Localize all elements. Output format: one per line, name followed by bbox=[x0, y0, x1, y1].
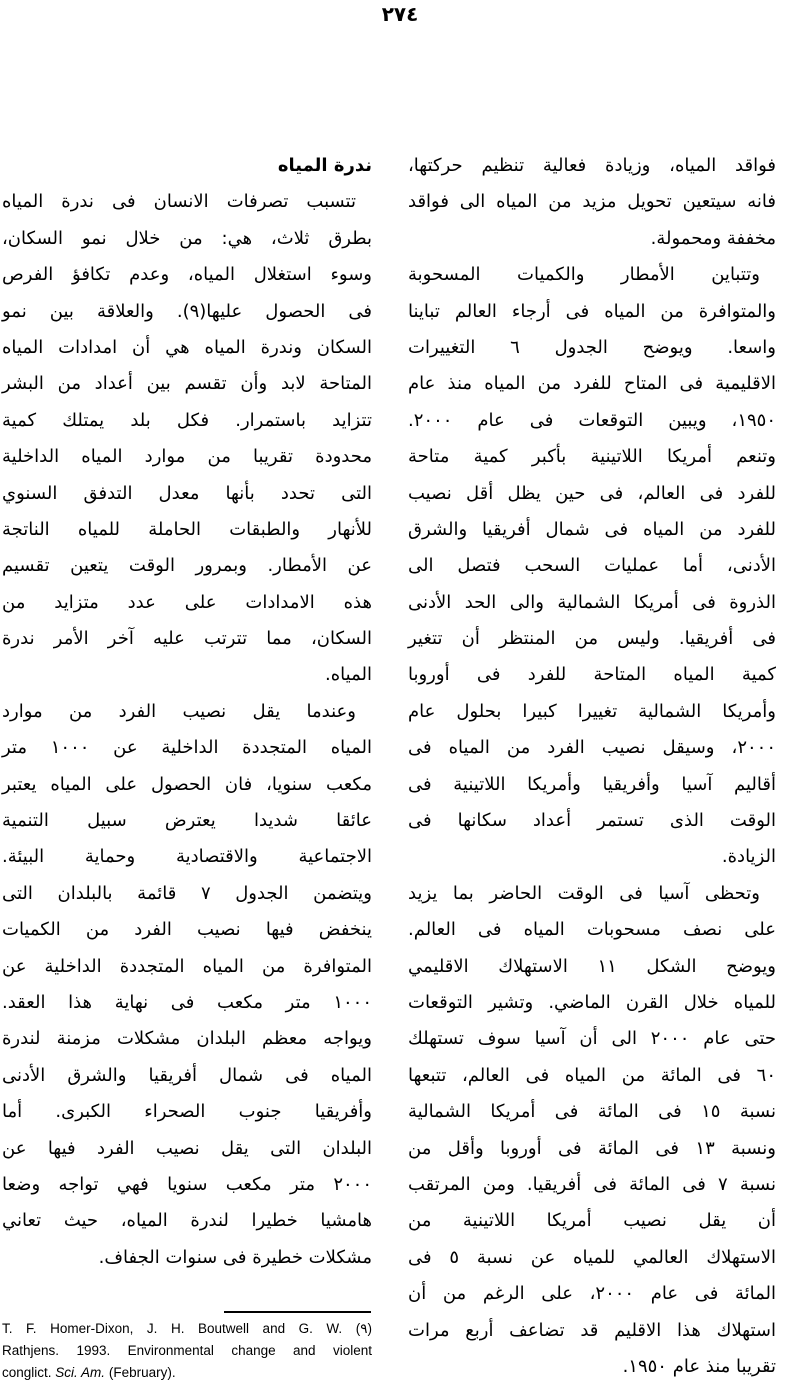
text-line: على نصف مسحوبات المياه فى العالم. bbox=[408, 919, 776, 941]
text-line: الاقليمية فى المتاح للفرد من المياه منذ عام bbox=[408, 373, 776, 395]
text-line: السكان، مما تترتب عليه آخر الأمر ندرة bbox=[2, 628, 372, 650]
text-line: فى الحصول عليها(٩). والعلاقة بين نمو bbox=[2, 300, 373, 322]
text-line: وأمريكا الشمالية تغييرا كبيرا بحلول عام bbox=[408, 700, 776, 722]
text-line: نسبة ١٥ فى المائة فى أمريكا الشمالية bbox=[408, 1101, 776, 1123]
text-line: للفرد من المياه فى شمال أفريقيا والشرق bbox=[408, 518, 776, 540]
left-column bbox=[2, 148, 372, 1276]
text-line: وتنعم أمريكا اللاتينية بأكبر كمية متاحة bbox=[408, 446, 776, 468]
text-line: للمياه خلال القرن الماضي. وتشير التوقعات bbox=[408, 991, 776, 1013]
right-column bbox=[408, 148, 776, 1385]
text-line: تتسبب تصرفات الانسان فى ندرة المياه bbox=[2, 191, 356, 213]
text-line: استهلاك هذا الاقليم قد تضاعف أربع مرات bbox=[408, 1319, 776, 1341]
footnote-line bbox=[2, 1318, 372, 1340]
text-line: ٢٠٠٠، وسيقل نصيب الفرد من المياه فى bbox=[408, 737, 776, 759]
text-line: الذروة فى أمريكا الشمالية والى الحد الأدنى bbox=[408, 591, 776, 613]
text-line: المائة فى عام ٢٠٠٠، على الرغم من أن bbox=[408, 1283, 776, 1305]
text-line: كمية المياه المتاحة للفرد فى أوروبا bbox=[408, 664, 776, 686]
text-line: تقريبا منذ عام ١٩٥٠. bbox=[622, 1355, 776, 1377]
text-line: المياه المتجددة الداخلية عن ١٠٠٠ متر bbox=[2, 737, 372, 759]
text-line: الزيادة. bbox=[721, 846, 776, 868]
text-line: مشكلات خطيرة فى سنوات الجفاف. bbox=[98, 1246, 372, 1268]
page-number: ٢٧٤ bbox=[381, 2, 419, 26]
footnote-rule bbox=[224, 1311, 371, 1313]
text-line: هذه الامدادات على عدد متزايد من bbox=[2, 591, 372, 613]
text-line: وسوء استغلال المياه، وعدم تكافؤ الفرص bbox=[2, 264, 372, 286]
text-line: وأفريقيا جنوب الصحراء الكبرى. أما bbox=[2, 1101, 372, 1123]
text-line: هامشيا خطيرا لندرة المياه، حيث تعاني bbox=[2, 1210, 372, 1232]
text-line: التى تحدد بأنها معدل التدفق السنوي bbox=[2, 482, 372, 504]
footnote-text: (February). bbox=[108, 1365, 176, 1380]
text-line: المياه فى شمال أفريقيا والشرق الأدنى bbox=[2, 1064, 372, 1086]
text-line: مخففة ومحمولة. bbox=[650, 227, 776, 249]
text-line: الاستهلاك العالمي للمياه عن نسبة ٥ فى bbox=[408, 1246, 776, 1268]
footnote-text: T. F. Homer-Dixon, J. H. Boutwell and G. W. bbox=[2, 1321, 343, 1336]
text-line: فواقد المياه، وزيادة فعالية تنظيم حركتها، bbox=[408, 155, 776, 176]
text-line: ونسبة ١٣ فى المائة فى أوروبا وأقل من bbox=[408, 1137, 776, 1159]
text-line: ١٩٥٠، ويبين التوقعات فى عام ٢٠٠٠. bbox=[408, 409, 776, 431]
footnote-text: conglict. bbox=[2, 1365, 52, 1380]
text-line: ينخفض فيها نصيب الفرد من الكميات bbox=[2, 919, 372, 941]
text-line: عن الأمطار. وبمرور الوقت يتعين تقسيم bbox=[2, 555, 372, 577]
text-line: وعندما يقل نصيب الفرد من موارد bbox=[2, 700, 356, 722]
text-line: للأنهار والطبقات الحاملة للمياه الناتجة bbox=[2, 518, 372, 540]
text-line: ١٠٠٠ متر مكعب فى نهاية هذا العقد. bbox=[2, 991, 372, 1013]
text-line: أن يقل نصيب أمريكا اللاتينية من bbox=[408, 1210, 776, 1232]
text-line: ٢٠٠٠ متر مكعب سنويا فهي تواجه وضعا bbox=[2, 1173, 372, 1195]
text-line: حتى عام ٢٠٠٠ الى أن آسيا سوف تستهلك bbox=[408, 1028, 777, 1050]
text-line: وتتباين الأمطار والكميات المسحوبة bbox=[408, 264, 760, 286]
text-line: أقاليم آسيا وأفريقيا وأمريكا اللاتينية فى bbox=[408, 773, 776, 795]
text-line: مكعب سنويا، فان الحصول على المياه يعتبر bbox=[2, 773, 372, 795]
text-line: للفرد فى العالم، فى حين يظل أقل نصيب bbox=[408, 482, 776, 504]
text-line: تتزايد باستمرار. فكل بلد يمتلك كمية bbox=[2, 409, 372, 431]
text-line: نسبة ٧ فى المائة فى أفريقيا. ومن المرتقب bbox=[408, 1173, 776, 1195]
footnote bbox=[2, 1318, 372, 1384]
text-line: البلدان التى يقل نصيب الفرد فيها عن bbox=[2, 1137, 372, 1159]
text-line: ويواجه معظم البلدان مشكلات مزمنة لندرة bbox=[2, 1028, 372, 1050]
text-line: المتاحة لابد وأن تقسم بين أعداد من البشر bbox=[2, 373, 372, 395]
text-line: عائقا شديدا يعترض سبيل التنمية bbox=[2, 810, 372, 832]
text-line: محدودة تقريبا من موارد المياه الداخلية bbox=[2, 446, 372, 468]
text-line: فى أفريقيا. وليس من المنتظر أن تتغير bbox=[408, 628, 776, 650]
footnote-journal: Sci. Am. bbox=[55, 1365, 106, 1380]
text-line: المياه. bbox=[325, 664, 372, 686]
text-line: الوقت الذى تستمر أعداد سكانها فى bbox=[408, 810, 776, 832]
text-line: والمتوافرة من المياه فى أرجاء العالم تباينا bbox=[408, 300, 776, 322]
text-line: ٦٠ فى المائة من المياه فى العالم، تتبعها bbox=[408, 1064, 776, 1086]
text-line: ويتضمن الجدول ٧ قائمة بالبلدان التى bbox=[2, 882, 372, 904]
text-line: ويوضح الشكل ١١ الاستهلاك الاقليمي bbox=[408, 955, 776, 977]
text-line: الأدنى، أما عمليات السحب فتصل الى bbox=[408, 555, 776, 577]
footnote-line: Rathjens. 1993. Environmental change and violent bbox=[2, 1343, 372, 1358]
footnote-marker: (٩) bbox=[355, 1321, 372, 1336]
text-line: الاجتماعية والاقتصادية وحماية البيئة. bbox=[2, 846, 372, 868]
text-line: وتحظى آسيا فى الوقت الحاضر بما يزيد bbox=[408, 882, 760, 904]
footnote-line bbox=[2, 1362, 372, 1384]
text-line: المتوافرة من المياه المتجددة الداخلية عن bbox=[2, 955, 372, 977]
text-line: واسعا. ويوضح الجدول ٦ التغييرات bbox=[408, 336, 776, 358]
text-line: السكان وندرة المياه هي أن امدادات المياه bbox=[2, 336, 372, 358]
section-heading: ندرة المياه bbox=[277, 155, 372, 176]
text-line: بطرق ثلاث، هي: من خلال نمو السكان، bbox=[2, 227, 372, 249]
text-line: فانه سيتعين تحويل مزيد من المياه الى فواقد bbox=[408, 191, 776, 213]
